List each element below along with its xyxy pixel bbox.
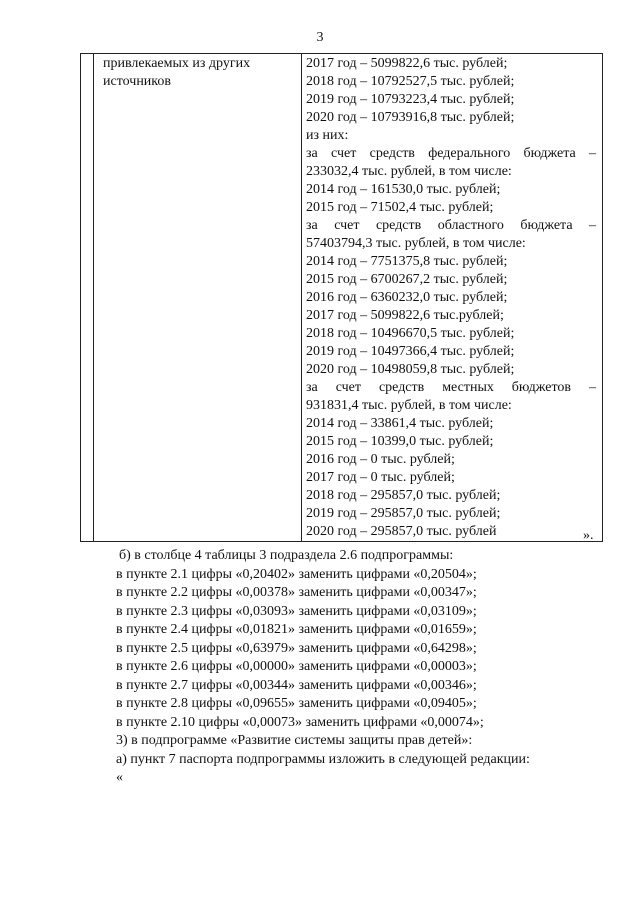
table-cell-number: [81, 54, 94, 542]
value-line: 233032,4 тыс. рублей, в том числе:: [306, 164, 512, 179]
value-line: за счет средств местных бюджетов –: [306, 380, 596, 395]
table-row: [81, 54, 603, 542]
value-line: за счет средств федерального бюджета –: [306, 146, 596, 161]
value-line: за счет средств областного бюджета –: [306, 218, 596, 233]
value-line: 2018 год – 10496670,5 тыс. рублей;: [306, 326, 515, 341]
label-line: привлекаемых из других: [103, 56, 251, 71]
paragraph: в пункте 2.4 цифры «0,01821» заменить цифрами «0,01659»;: [116, 622, 477, 637]
paragraph: в пункте 2.1 цифры «0,20402» заменить цифрами «0,20504»;: [116, 566, 477, 582]
value-line: 2019 год – 10497366,4 тыс. рублей;: [306, 344, 515, 359]
value-line: 2020 год – 10793916,8 тыс. рублей;: [306, 110, 515, 125]
value-line: 2016 год – 6360232,0 тыс. рублей;: [306, 290, 508, 305]
value-line: 2014 год – 7751375,8 тыс. рублей;: [306, 254, 508, 269]
value-line: 57403794,3 тыс. рублей, в том числе:: [306, 236, 526, 251]
table-cell-label: [94, 54, 302, 542]
value-line: 2016 год – 0 тыс. рублей;: [306, 452, 455, 467]
value-line: 2017 год – 5099822,6 тыс. рублей;: [306, 56, 508, 71]
paragraph: в пункте 2.5 цифры «0,63979» заменить цифрами «0,64298»;: [116, 640, 477, 656]
value-line: 2018 год – 295857,0 тыс. рублей;: [306, 488, 501, 503]
value-line: 2019 год – 10793223,4 тыс. рублей;: [306, 92, 515, 107]
value-line: 2017 год – 5099822,6 тыс.рублей;: [306, 308, 504, 323]
paragraph: в пункте 2.6 цифры «0,00000» заменить цифрами «0,00003»;: [116, 659, 477, 674]
value-line: 2017 год – 0 тыс. рублей;: [306, 470, 455, 485]
paragraph: в пункте 2.3 цифры «0,03093» заменить цифрами «0,03109»;: [116, 603, 477, 619]
value-line: 2015 год – 10399,0 тыс. рублей;: [306, 434, 494, 449]
label-line: источников: [103, 74, 172, 89]
paragraph: «: [116, 770, 123, 785]
paragraph: 3) в подпрограмме «Развитие системы защиты прав детей»:: [116, 733, 473, 748]
paragraph: б) в столбце 4 таблицы 3 подраздела 2.6 подпрограммы:: [119, 548, 454, 563]
value-line: 931831,4 тыс. рублей, в том числе:: [306, 398, 512, 413]
table-cell-values: [302, 54, 603, 542]
paragraph: в пункте 2.2 цифры «0,00378» заменить цифрами «0,00347»;: [116, 585, 477, 600]
value-line: 2014 год – 161530,0 тыс. рублей;: [306, 182, 501, 197]
paragraph: в пункте 2.7 цифры «0,00344» заменить цифрами «0,00346»;: [116, 677, 477, 693]
paragraph: в пункте 2.10 цифры «0,00073» заменить цифрами «0,00074»;: [116, 714, 484, 730]
amendment-text: [116, 547, 586, 788]
value-line: 2018 год – 10792527,5 тыс. рублей;: [306, 74, 515, 89]
closing-quote: ».: [583, 528, 594, 543]
value-line: 2015 год – 71502,4 тыс. рублей;: [306, 200, 494, 215]
funding-table: [80, 53, 603, 542]
paragraph: в пункте 2.8 цифры «0,09655» заменить цифрами «0,09405»;: [116, 696, 477, 711]
paragraph: а) пункт 7 паспорта подпрограммы изложить в следующей редакции:: [116, 751, 530, 767]
page-number: 3: [316, 30, 324, 45]
value-line: из них:: [306, 128, 349, 143]
value-line: 2019 год – 295857,0 тыс. рублей;: [306, 506, 501, 521]
value-line: 2014 год – 33861,4 тыс. рублей;: [306, 416, 494, 431]
value-line: 2015 год – 6700267,2 тыс. рублей;: [306, 272, 508, 287]
value-line: 2020 год – 10498059,8 тыс. рублей;: [306, 362, 515, 377]
value-line: 2020 год – 295857,0 тыс. рублей: [306, 524, 497, 539]
